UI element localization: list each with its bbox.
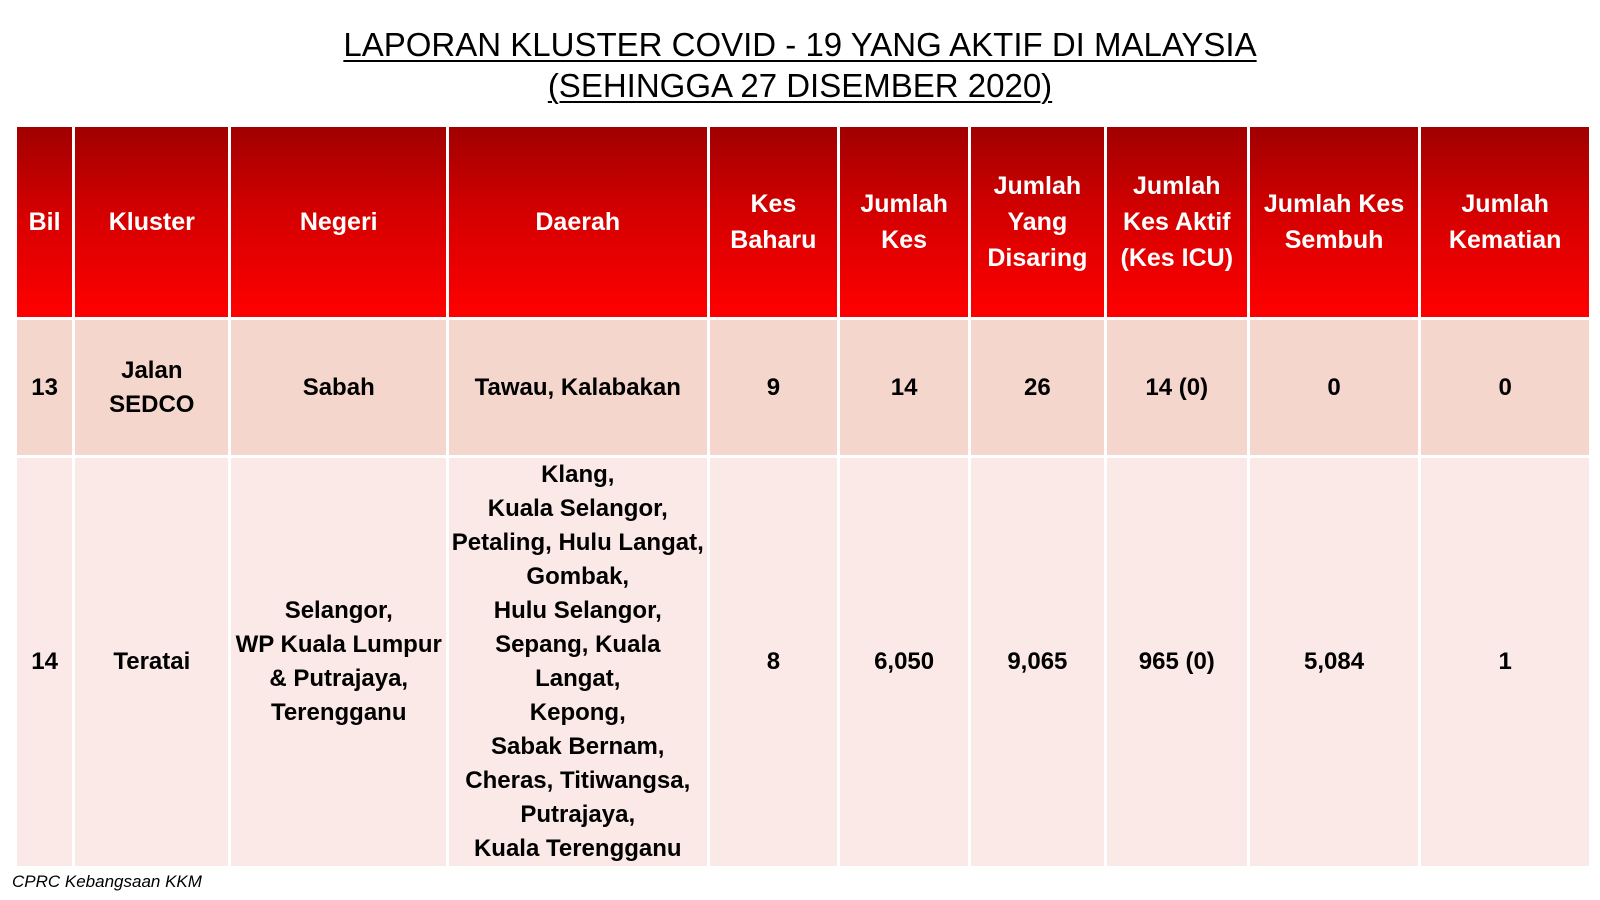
cell-kematian: 1 — [1421, 458, 1589, 866]
cell-jumlah-kes: 6,050 — [840, 458, 968, 866]
source-note: CPRC Kebangsaan KKM — [12, 872, 202, 891]
header-kes-baharu: Kes Baharu — [710, 127, 838, 317]
cell-kes-aktif-icu: 14 (0) — [1107, 320, 1247, 455]
header-kematian: Jumlah Kematian — [1421, 127, 1589, 317]
cell-jumlah-disaring: 9,065 — [971, 458, 1104, 866]
table-row — [17, 320, 1589, 455]
header-kluster: Kluster — [75, 127, 228, 317]
table-row — [17, 458, 1589, 866]
cell-kluster: Jalan SEDCO — [75, 320, 228, 455]
report-title-line-2: (SEHINGGA 27 DISEMBER 2020) — [547, 67, 1053, 104]
header-kes-sembuh: Jumlah Kes Sembuh — [1250, 127, 1419, 317]
cell-kes-aktif-icu: 965 (0) — [1107, 458, 1247, 866]
cell-kes-baharu: 9 — [710, 320, 838, 455]
cell-kes-sembuh: 5,084 — [1250, 458, 1419, 866]
cell-kluster: Teratai — [75, 458, 228, 866]
header-kes-aktif-icu: Jumlah Kes Aktif (Kes ICU) — [1107, 127, 1247, 317]
cell-kes-sembuh: 0 — [1250, 320, 1419, 455]
cell-bil: 13 — [17, 320, 72, 455]
table-header-row — [17, 127, 1589, 317]
report-title — [0, 24, 1600, 106]
header-jumlah-kes: Jumlah Kes — [840, 127, 968, 317]
cell-jumlah-disaring: 26 — [971, 320, 1104, 455]
cell-kes-baharu: 8 — [710, 458, 838, 866]
header-bil: Bil — [17, 127, 72, 317]
header-jumlah-disaring: Jumlah Yang Disaring — [971, 127, 1104, 317]
cell-negeri: Sabah — [231, 320, 446, 455]
cell-kematian: 0 — [1421, 320, 1589, 455]
cell-negeri: Selangor, WP Kuala Lumpur & Putrajaya, Terengganu — [231, 458, 446, 866]
cell-bil: 14 — [17, 458, 72, 866]
report-title-line-1: LAPORAN KLUSTER COVID - 19 YANG AKTIF DI MALAYSIA — [343, 26, 1257, 63]
header-negeri: Negeri — [231, 127, 446, 317]
cluster-table — [14, 124, 1592, 869]
header-daerah: Daerah — [449, 127, 707, 317]
cell-daerah: Tawau, Kalabakan — [449, 320, 707, 455]
cell-daerah: Klang, Kuala Selangor, Petaling, Hulu Langat, Gombak, Hulu Selangor, Sepang, Kuala Langat, Kepong, Sabak Bernam, Cheras, Titiwangsa, Putrajaya, Kuala Terengganu — [449, 458, 707, 866]
cell-jumlah-kes: 14 — [840, 320, 968, 455]
